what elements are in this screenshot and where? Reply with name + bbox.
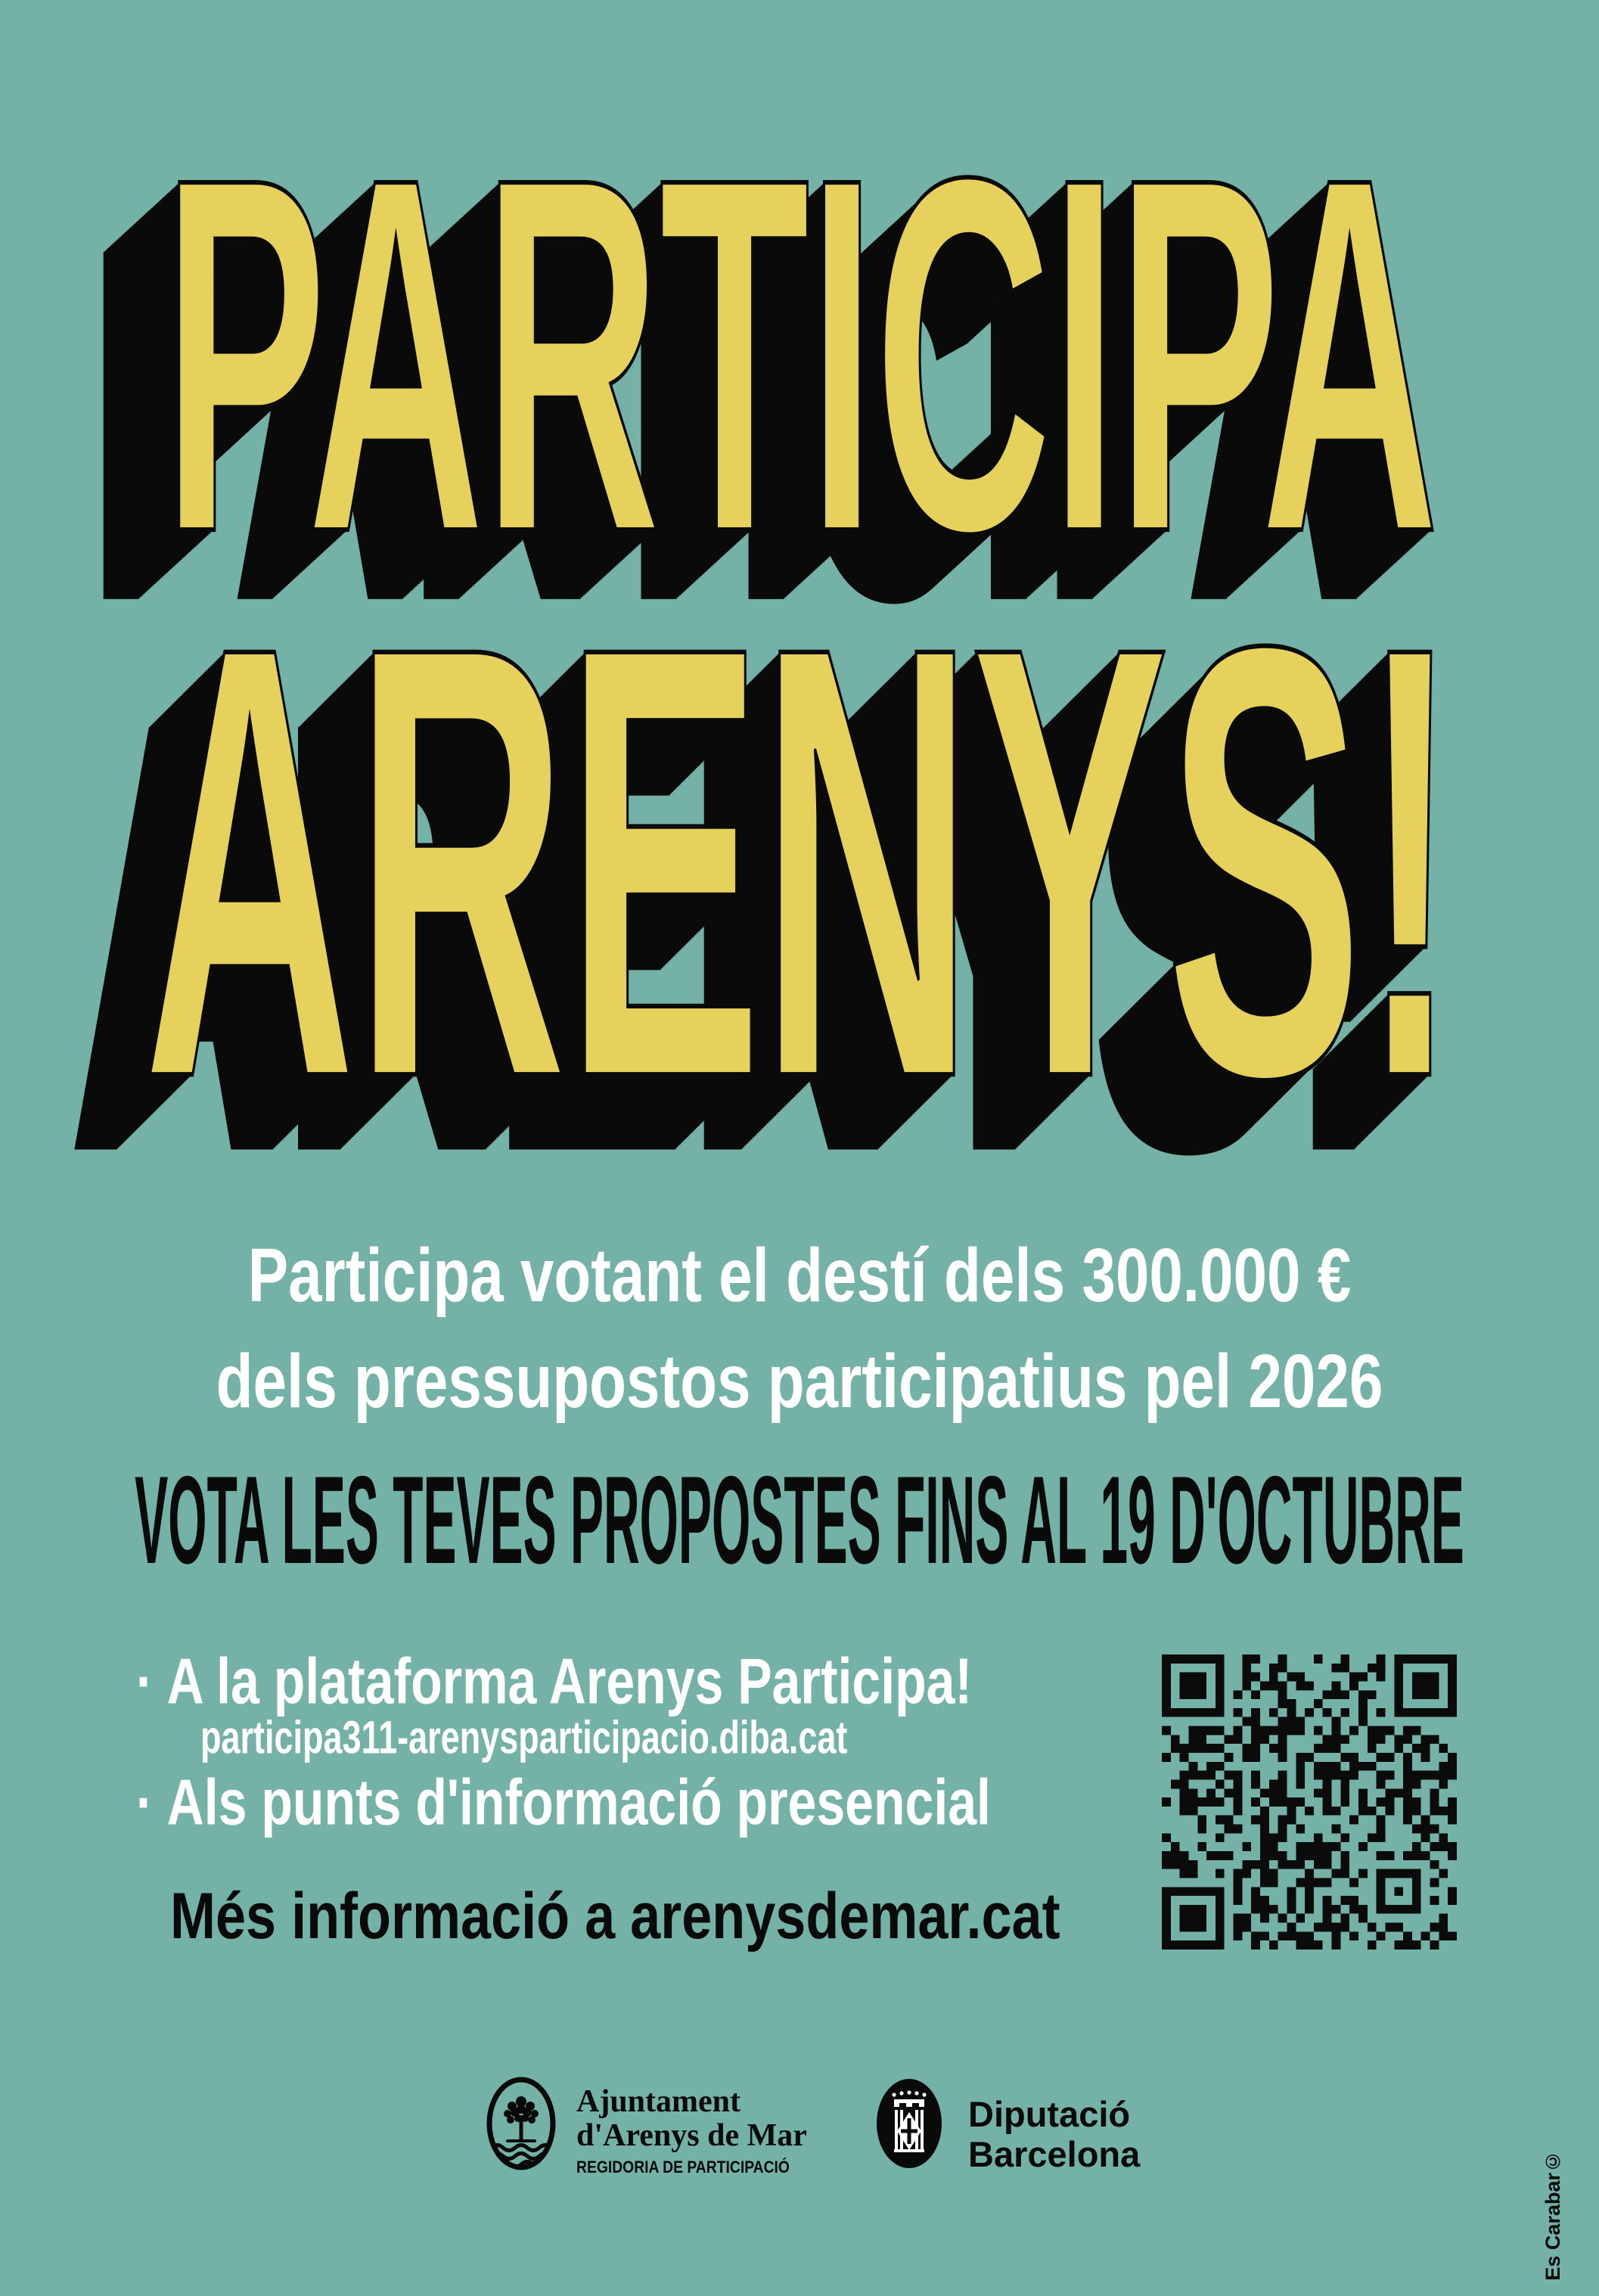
qr-code	[1162, 1654, 1457, 1950]
bullet-label: A la plataforma Arenys Participa!	[166, 1645, 973, 1717]
intro-line-2: dels pressupostos participatius pel 2026	[216, 1338, 1383, 1423]
bullet-label: Als punts d'informació presencial	[166, 1766, 991, 1838]
deadline-headline: VOTA LES TEVES PROPOSTES FINS AL 19 D'OCTUBRE	[135, 1449, 1464, 1589]
ajuntament-name-line1: Ajuntament	[576, 2084, 741, 2119]
platform-url: participa311-arenysparticipacio.diba.cat	[200, 1710, 848, 1763]
title-line1: PARTICIPA	[162, 74, 1437, 638]
bullet-item-platform	[136, 1645, 973, 1717]
diputacio-name-line1: Diputació	[968, 2094, 1131, 2134]
diputacio-text-block	[968, 2094, 1140, 2174]
diputacio-name-line2: Barcelona	[968, 2134, 1141, 2175]
ajuntament-text-block	[576, 2085, 808, 2176]
bullet-item-info-points	[136, 1766, 991, 1838]
ajuntament-name-line2: d'Arenys de Mar	[576, 2118, 807, 2154]
ajuntament-crest-icon	[486, 2076, 556, 2171]
credit-vertical-text: Es Carabar©	[1542, 2150, 1564, 2281]
bullet-marker: ·	[136, 1766, 154, 1838]
diputacio-crest-icon	[875, 2076, 943, 2171]
regidoria-label: REGIDORIA DE PARTICIPACIÓ	[576, 2158, 790, 2176]
title-line2: ARENYS!	[142, 520, 1457, 1207]
diputacio-logo	[875, 2076, 943, 2171]
intro-text	[0, 1223, 1599, 1434]
more-info-text: Més informació a arenysdemar.cat	[170, 1880, 1060, 1953]
bullet-marker: ·	[136, 1645, 154, 1717]
intro-line-1: Participa votant el destí dels 300.000 €	[247, 1232, 1352, 1317]
ajuntament-logo	[486, 2076, 556, 2171]
